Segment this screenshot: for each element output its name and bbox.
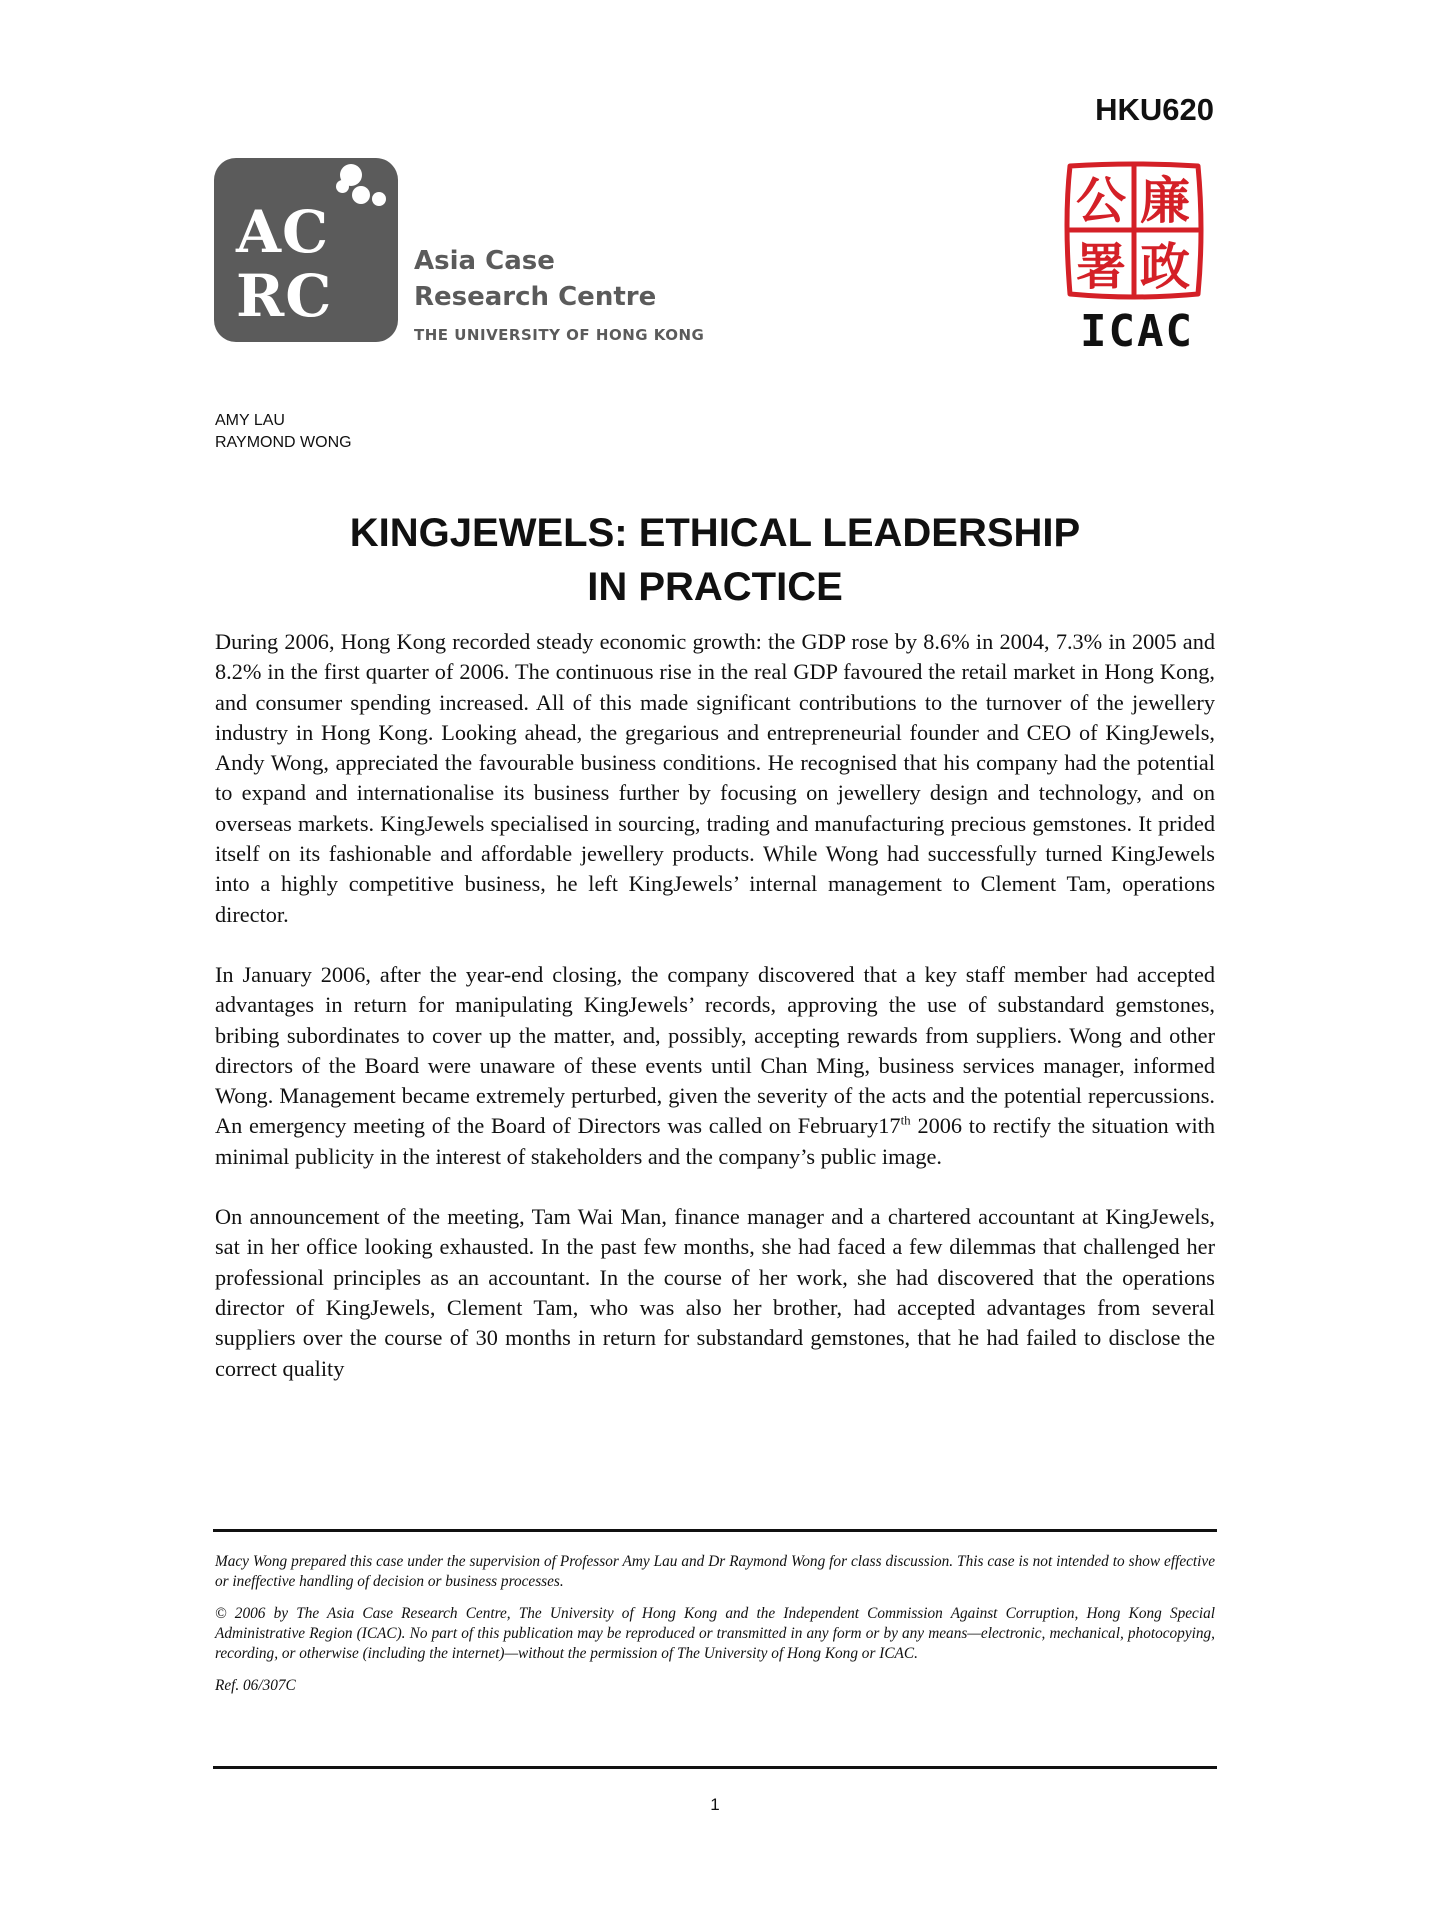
acrc-logo-letters-bottom: RC [236,262,333,330]
paragraph-text: 2006 to rectify the situation with minimal publicity in the interest of stakeholders and the company’s public image. [215,1113,1215,1169]
seal-char: 廉 [1140,172,1190,230]
ordinal-suffix: th [900,1113,911,1129]
author-name: RAYMOND WONG [215,434,352,451]
body-text [215,627,1215,1414]
body-paragraph [215,960,1215,1172]
icac-seal-icon [1060,160,1208,300]
page-title [215,506,1215,614]
case-code: HKU620 [1095,92,1214,127]
icac-wordmark: ICAC [1080,306,1194,357]
footer-divider [213,1529,1217,1532]
seal-char: 公 [1076,172,1126,230]
seal-char: 署 [1076,238,1126,296]
authors [215,410,352,454]
acrc-logo [214,158,734,348]
logo-dot [352,186,370,204]
acrc-logo-letters-top: AC [236,198,330,266]
acrc-logo-line1: Asia Case [414,246,555,276]
icac-logo [1058,160,1216,357]
page-number: 1 [710,1795,720,1814]
acrc-logo-line2: Research Centre [414,282,657,312]
logo-dot [340,164,362,186]
author-name: AMY LAU [215,412,285,429]
reference-number: Ref. 06/307C [215,1677,296,1694]
preparation-note: Macy Wong prepared this case under the supervision of Professor Amy Lau and Dr Raymond Wong for class discussion. This case is not intended to show effective or ineffective handling of decision or business processes. [215,1553,1215,1590]
copyright-notice: © 2006 by The Asia Case Research Centre, The University of Hong Kong and the Independent Commission Against Corruption, Hong Kong Special Administrative Region (ICAC). No part of this publication may be reproduced or transmitted in any form or by any means—electronic, mechanical, photocopying, recording, or otherwise (including the internet)—without the permission of The University of Hong Kong or ICAC. [215,1605,1215,1662]
body-paragraph: On announcement of the meeting, Tam Wai Man, finance manager and a chartered accountant at KingJewels, sat in her office looking exhausted. In the past few months, she had faced a few dilemmas that challenged her professional principles as an accountant. In the course of her work, she had discovered that the operations director of KingJewels, Clement Tam, who was also her brother, had accepted advantages from several suppliers over the course of 30 months in return for substandard gemstones, that he had failed to disclose the correct quality [215,1204,1215,1381]
logo-dot [372,192,386,206]
footer-divider [213,1766,1217,1769]
acrc-logo-square [214,158,398,342]
title-line: IN PRACTICE [587,565,843,609]
acrc-logo-line3: THE UNIVERSITY OF HONG KONG [414,326,705,344]
body-paragraph: During 2006, Hong Kong recorded steady economic growth: the GDP rose by 8.6% in 2004, 7.3% in 2005 and 8.2% in the first quarter of 2006. The continuous rise in the real GDP favoured the retail market in Hong Kong, and consumer spending increased. All of this made significant contributions to the turnover of the jewellery industry in Hong Kong. Looking ahead, the gregarious and entrepreneurial founder and CEO of KingJewels, Andy Wong, appreciated the favourable business conditions. He recognised that his company had the potential to expand and internationalise its business further by focusing on jewellery design and technology, and on overseas markets. KingJewels specialised in sourcing, trading and manufacturing precious gemstones. It prided itself on its fashionable and affordable jewellery products. While Wong had successfully turned KingJewels into a highly competitive business, he left KingJewels’ internal management to Clement Tam, operations director. [215,629,1215,927]
footnotes [215,1552,1215,1708]
seal-char: 政 [1140,238,1190,296]
title-line: KINGJEWELS: ETHICAL LEADERSHIP [349,511,1081,555]
paragraph-text: In January 2006, after the year-end closing, the company discovered that a key staff member had accepted advantages in return for manipulating KingJewels’ records, approving the use of substandard gemstones, bribing subordinates to cover up the matter, and, possibly, accepting rewards from suppliers. Wong and other directors of the Board were unaware of these events until Chan Ming, business services manager, informed Wong. Management became extremely perturbed, given the severity of the acts and the potential repercussions. An emergency meeting of the Board of Directors was called on February17 [215,961,1215,1139]
